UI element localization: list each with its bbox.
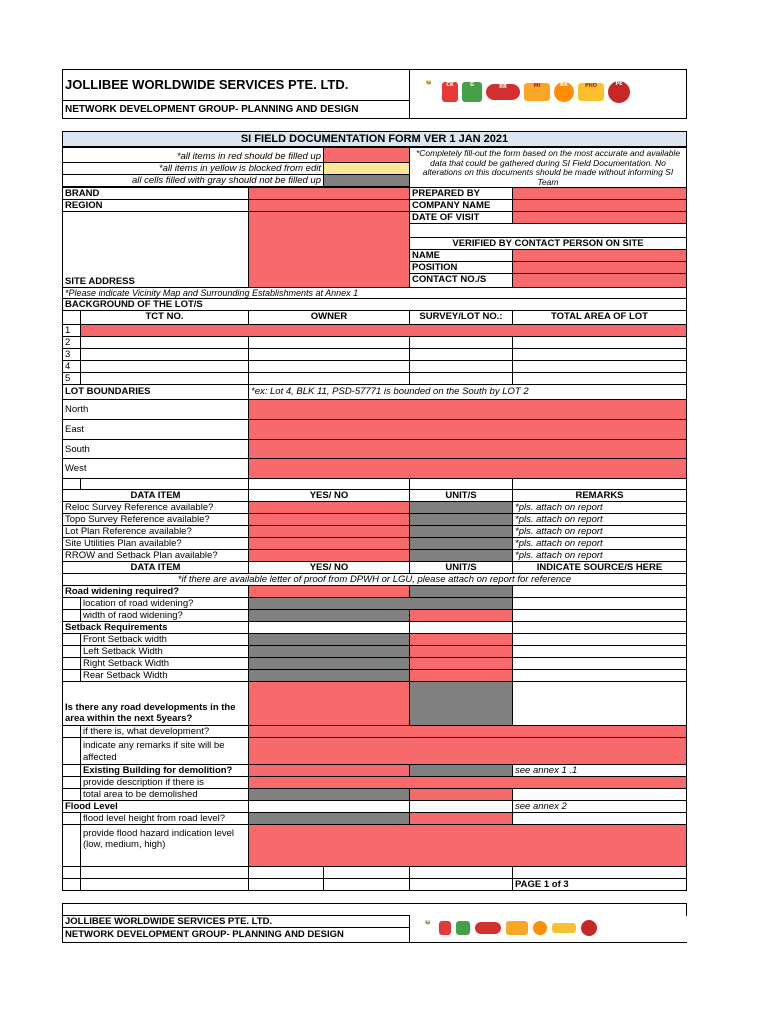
front-setback-label: Front Setback width bbox=[80, 633, 249, 646]
vicinity-note: *Please indicate Vicinity Map and Surrounding Establishments at Annex 1 bbox=[62, 287, 687, 299]
brand-label: BRAND bbox=[62, 187, 249, 200]
chowking-icon bbox=[439, 921, 451, 935]
existing-building-label: Existing Building for demolition? bbox=[80, 764, 249, 777]
remark-text: *pls. attach on report bbox=[512, 513, 687, 526]
road-dev-label: Is there any road developments in the area within the next 5years? bbox=[62, 681, 249, 726]
row-number: 3 bbox=[62, 348, 81, 361]
position-label: POSITION bbox=[409, 261, 513, 274]
col-tct: TCT NO. bbox=[80, 310, 249, 325]
site-address-label: SITE ADDRESS bbox=[62, 211, 249, 288]
background-title: BACKGROUND OF THE LOT/S bbox=[62, 298, 687, 311]
data-item-header-2: DATA ITEM bbox=[62, 561, 249, 574]
east-label: East bbox=[62, 419, 249, 440]
footer-group: NETWORK DEVELOPMENT GROUP- PLANNING AND DESIGN bbox=[62, 927, 410, 943]
panda-express-icon: PE bbox=[608, 81, 630, 103]
red-ribbon-icon bbox=[475, 922, 501, 934]
data-item-label: RROW and Setback Plan available? bbox=[62, 549, 249, 562]
location-label: location of road widening? bbox=[80, 597, 249, 610]
col-owner: OWNER bbox=[248, 310, 410, 325]
remark-text: *pls. attach on report bbox=[512, 525, 687, 538]
width-label: width of raod widening? bbox=[80, 609, 249, 622]
flood-level-label: Flood Level bbox=[62, 800, 249, 813]
burger-king-icon bbox=[533, 921, 547, 935]
total-area-demolished-label: total area to be demolished bbox=[80, 788, 249, 801]
south-label: South bbox=[62, 439, 249, 459]
provide-desc-label: provide description if there is bbox=[80, 776, 249, 789]
contact-input[interactable] bbox=[512, 273, 687, 288]
source-header: INDICATE SOURCE/S HERE bbox=[512, 561, 687, 574]
contact-label: CONTACT NO./S bbox=[409, 273, 513, 288]
data-item-label: Lot Plan Reference available? bbox=[62, 525, 249, 538]
units-header: UNIT/S bbox=[409, 489, 513, 502]
brand-logos bbox=[409, 69, 687, 119]
data-item-label: Topo Survey Reference available? bbox=[62, 513, 249, 526]
remarks-affected-input[interactable] bbox=[248, 737, 687, 765]
left-setback-label: Left Setback Width bbox=[80, 645, 249, 658]
footer-company: JOLLIBEE WORLDWIDE SERVICES PTE. LTD. bbox=[62, 915, 410, 928]
dpwh-note: *if there are available letter of proof from DPWH or LGU, please attach on report for reference bbox=[62, 573, 687, 586]
south-input[interactable] bbox=[248, 439, 687, 459]
north-label: North bbox=[62, 399, 249, 420]
burger-king-icon: BK bbox=[554, 82, 574, 102]
legend-yellow-text: *all items in yellow is blocked from edit bbox=[62, 162, 324, 175]
remark-text: *pls. attach on report bbox=[512, 537, 687, 550]
mang-inasal-icon bbox=[506, 921, 528, 935]
remarks-header: REMARKS bbox=[512, 489, 687, 502]
yes-no-header-2: YES/ NO bbox=[248, 561, 410, 574]
legend-gray-swatch bbox=[323, 174, 410, 187]
chowking-icon: CK bbox=[442, 82, 458, 102]
rear-setback-label: Rear Setback Width bbox=[80, 669, 249, 682]
row-number: 4 bbox=[62, 360, 81, 373]
date-of-visit-label: DATE OF VISIT bbox=[409, 211, 513, 224]
what-dev-label: if there is, what development? bbox=[80, 725, 249, 738]
group-name: NETWORK DEVELOPMENT GROUP- PLANNING AND DESIGN bbox=[62, 100, 410, 119]
flood-hazard-input[interactable] bbox=[248, 824, 687, 867]
pho24-icon bbox=[552, 923, 576, 933]
row-number: 1 bbox=[62, 324, 81, 337]
verified-heading: VERIFIED BY CONTACT PERSON ON SITE bbox=[409, 237, 687, 250]
west-input[interactable] bbox=[248, 458, 687, 479]
road-widening-label: Road widening required? bbox=[62, 585, 249, 598]
remark-text: *pls. attach on report bbox=[512, 549, 687, 562]
company-name-label: COMPANY NAME bbox=[409, 199, 513, 212]
data-item-label: Site Utilities Plan available? bbox=[62, 537, 249, 550]
row-number: 2 bbox=[62, 336, 81, 349]
pho24-icon: PHO bbox=[578, 83, 604, 101]
remark-text: *pls. attach on report bbox=[512, 501, 687, 514]
greenwich-icon: G bbox=[462, 82, 482, 102]
lot-boundaries-title: LOT BOUNDARIES bbox=[62, 384, 249, 400]
flood-hazard-label: provide flood hazard indication level (low, medium, high) bbox=[80, 824, 249, 867]
legend-red-text: *all items in red should be filled up bbox=[62, 147, 324, 163]
col-survey: SURVEY/LOT NO.: bbox=[409, 310, 513, 325]
prepared-by-label: PREPARED BY bbox=[409, 187, 513, 200]
lot-boundaries-example: *ex: Lot 4, BLK 11, PSD-57771 is bounded on the South by LOT 2 bbox=[248, 384, 687, 400]
mang-inasal-icon: MI bbox=[524, 83, 550, 101]
road-dev-input[interactable] bbox=[248, 681, 410, 726]
remarks-affected-label: indicate any remarks if site will be affected bbox=[80, 737, 249, 765]
footer-logos bbox=[409, 915, 687, 943]
row-number: 5 bbox=[62, 372, 81, 385]
panda-express-icon bbox=[581, 920, 597, 936]
units-header-2: UNIT/S bbox=[409, 561, 513, 574]
greenwich-icon bbox=[456, 921, 470, 935]
legend-gray-text: all cells filled with gray should not be filled up bbox=[62, 174, 324, 187]
jollibee-icon: 🐝 bbox=[422, 920, 434, 936]
north-input[interactable] bbox=[248, 399, 687, 420]
west-label: West bbox=[62, 458, 249, 479]
east-input[interactable] bbox=[248, 419, 687, 440]
annex-2-text: see annex 2 bbox=[512, 800, 687, 813]
jollibee-icon: 🐝 bbox=[420, 80, 438, 104]
yes-no-header: YES/ NO bbox=[248, 489, 410, 502]
region-label: REGION bbox=[62, 199, 249, 212]
right-setback-label: Right Setback Width bbox=[80, 657, 249, 670]
data-item-header: DATA ITEM bbox=[62, 489, 249, 502]
red-ribbon-icon: RR bbox=[486, 84, 520, 100]
col-area: TOTAL AREA OF LOT bbox=[512, 310, 687, 325]
data-item-label: Reloc Survey Reference available? bbox=[62, 501, 249, 514]
legend-red-swatch bbox=[323, 147, 410, 163]
flood-height-label: flood level height from road level? bbox=[80, 812, 249, 825]
setback-label: Setback Requirements bbox=[62, 621, 249, 634]
spacer bbox=[409, 223, 687, 238]
page-number: PAGE 1 of 3 bbox=[512, 878, 687, 891]
form-title: SI FIELD DOCUMENTATION FORM VER 1 JAN 2021 bbox=[62, 131, 687, 147]
legend-note: *Completely fill-out the form based on the most accurate and available data that could be gathered during SI Field Documentation. No alterations on this documents should be made without informing SI Team bbox=[409, 147, 687, 188]
name-label: NAME bbox=[409, 249, 513, 262]
site-address-input[interactable] bbox=[248, 211, 410, 288]
company-name: JOLLIBEE WORLDWIDE SERVICES PTE. LTD. bbox=[62, 69, 410, 100]
annex-1-1-text: see annex 1 .1 bbox=[512, 764, 687, 777]
